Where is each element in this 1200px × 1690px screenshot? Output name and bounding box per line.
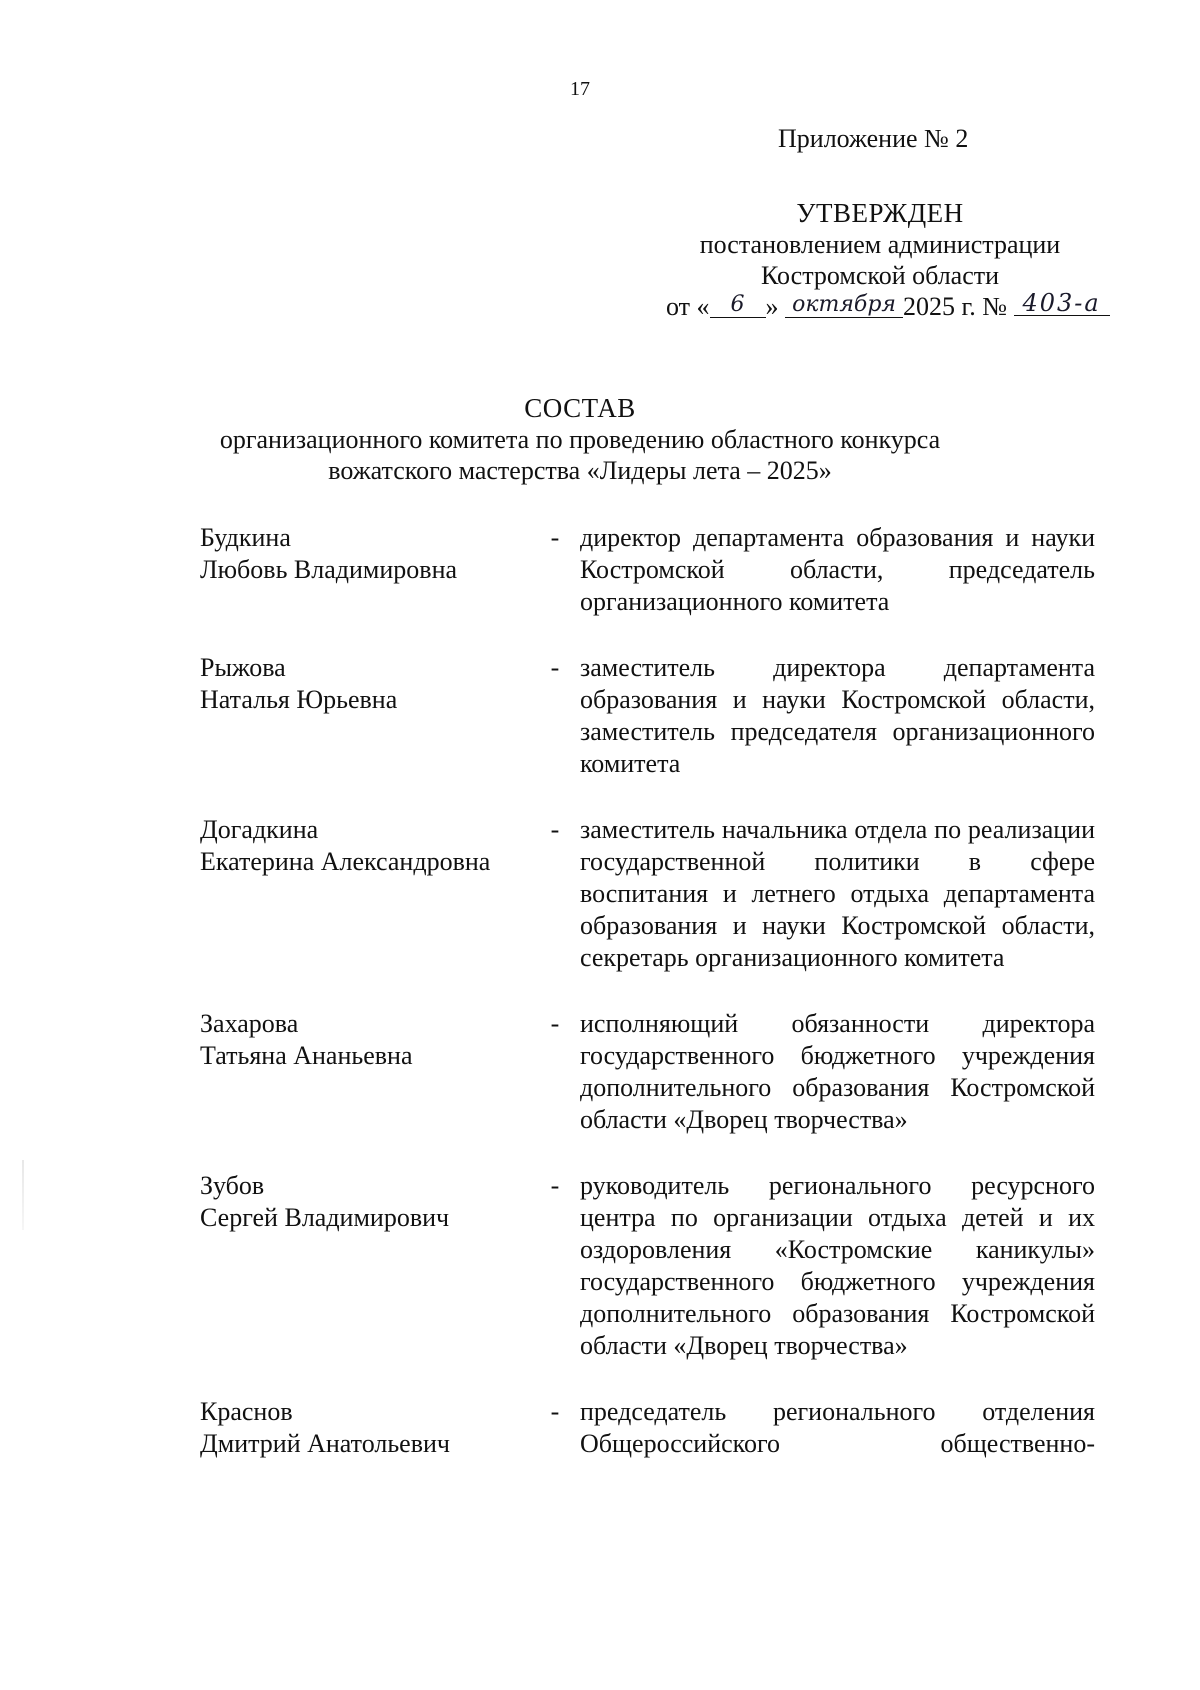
member-row (200, 652, 1095, 780)
handwritten-month: октября (785, 293, 903, 318)
member-surname: Догадкина (200, 815, 319, 844)
member-role: заместитель директора департамента образования и науки Костромской области, заместитель председателя организационного комитета (580, 653, 1095, 778)
title-line-2: вожатского мастерства «Лидеры лета – 2025» (328, 456, 832, 485)
member-dash: - (550, 523, 560, 552)
member-row (200, 814, 1095, 974)
member-row (200, 522, 1095, 618)
member-name (200, 1396, 530, 1460)
member-given-names: Сергей Владимирович (200, 1203, 450, 1232)
member-dash: - (550, 1397, 560, 1426)
member-name (200, 1008, 530, 1136)
member-name (200, 814, 530, 974)
member-name (200, 522, 530, 618)
approval-line-1: постановлением администрации (699, 230, 1061, 259)
date-prefix: от « (666, 292, 710, 321)
approval-date-line (660, 291, 1100, 322)
approval-heading: УТВЕРЖДЕН (796, 198, 964, 228)
member-given-names: Татьяна Ананьевна (200, 1041, 413, 1070)
member-surname: Захарова (200, 1009, 299, 1038)
title-line-1: организационного комитета по проведению областного конкурса (219, 425, 941, 454)
member-role: исполняющий обязанности директора государственного бюджетного учреждения дополнительного образования Костромской области «Дворец творчества» (580, 1009, 1095, 1134)
member-dash: - (550, 1171, 560, 1200)
member-row (200, 1008, 1095, 1136)
title-main: СОСТАВ (524, 393, 636, 423)
document-title (0, 393, 1200, 486)
scan-edge-mark (22, 1160, 24, 1230)
member-dash: - (550, 653, 560, 682)
member-role: председатель регионального отделения Общероссийского общественно- (580, 1397, 1095, 1458)
member-given-names: Дмитрий Анатольевич (200, 1429, 450, 1458)
handwritten-day: 6 (710, 293, 766, 318)
member-surname: Зубов (200, 1171, 265, 1200)
member-dash: - (550, 815, 560, 844)
member-surname: Краснов (200, 1397, 293, 1426)
date-year: 2025 г. № (903, 292, 1008, 321)
appendix-label: Приложение № 2 (778, 124, 969, 153)
member-dash: - (550, 1009, 560, 1038)
date-mid: » (765, 292, 779, 321)
member-given-names: Наталья Юрьевна (200, 685, 398, 714)
member-name (200, 652, 530, 780)
member-name (200, 1170, 530, 1362)
page-number: 17 (570, 78, 590, 100)
member-surname: Будкина (200, 523, 291, 552)
approval-line-2: Костромской области (760, 261, 1000, 290)
member-row (200, 1170, 1095, 1362)
approval-stamp (660, 198, 1100, 322)
member-given-names: Любовь Владимировна (200, 555, 458, 584)
member-given-names: Екатерина Александровна (200, 847, 491, 876)
member-role: руководитель регионального ресурсного центра по организации отдыха детей и их оздоровления «Костромские каникулы» государственного бюджетного учреждения дополнительного образования Костромской области «Дворец творчества» (580, 1171, 1095, 1360)
member-role: заместитель начальника отдела по реализации государственной политики в сфере воспитания и летнего отдыха департамента образования и науки Костромской области, секретарь организационного комитета (580, 815, 1095, 972)
member-row (200, 1396, 1095, 1460)
handwritten-number: 403-а (1014, 291, 1110, 316)
member-role: директор департамента образования и науки Костромской области, председатель организационного комитета (580, 523, 1095, 616)
member-surname: Рыжова (200, 653, 286, 682)
members-list (200, 522, 1095, 1494)
